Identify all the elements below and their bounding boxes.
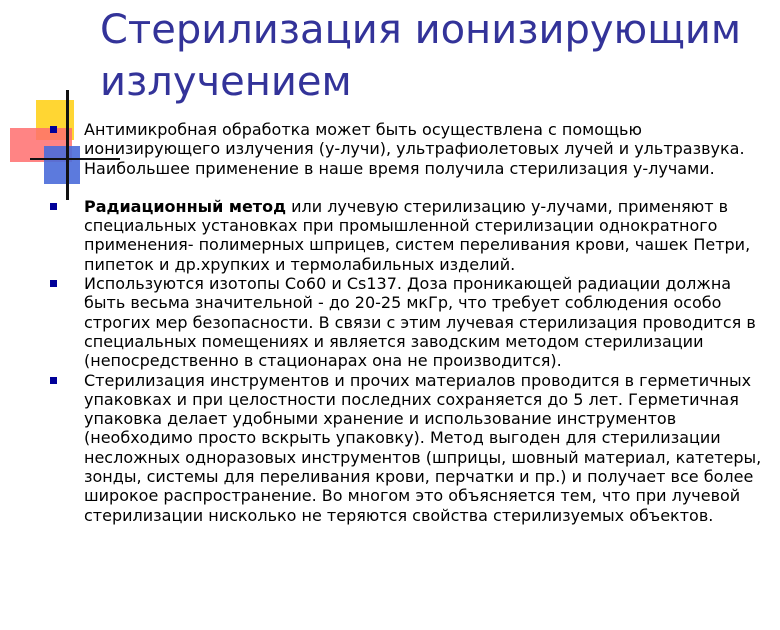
bullet-square-icon: [50, 126, 57, 133]
bullet-text: Используются изотопы Со60 и Cs137. Доза проникающей радиации должна быть весьма значительной - до 20-25 мкГр, что требует соблюдения особо строгих мер безопасности. В связи с этим лучевая стерилизация проводится в специальных помещениях и является заводским методом стерилизации (непосредственно в стационарах она не производится).: [84, 274, 756, 371]
bullet-item: [50, 371, 770, 525]
bullet-square-icon: [50, 280, 57, 287]
bullet-item: [50, 197, 770, 274]
bullet-item: [50, 274, 770, 370]
bullet-bold-lead: Радиационный метод: [84, 196, 286, 216]
bullet-text: или лучевую стерилизацию у-лучами, применяют в специальных установках при промышленной стерилизации однократного применения- полимерных шприцев, систем переливания крови, чашек Петри, пипеток и др.хрупких и термолабильных изделий.: [84, 196, 751, 274]
bullet-text: Стерилизация инструментов и прочих материалов проводится в герметичных упаковках и при целостности последних сохраняется до 5 лет. Герметичная упаковка делает удобными хранение и использование инструментов (необходимо просто вскрыть упаковку). Метод выгоден для стерилизации несложных одноразовых инструментов (шприцы, шовный материал, катетеры, зонды, системы для переливания крови, перчатки и пр.) и получает все более широкое распространение. Во многом это объясняется тем, что при лучевой стерилизации нисколько не теряются свойства стерилизуемых объектов.: [84, 370, 762, 525]
bullet-text: Антимикробная обработка может быть осуществлена с помощью ионизирующего излучения (у-лучи), ультрафиолетовых лучей и ультразвука. Наибольшее применение в наше время получила стерилизация у-лучами.: [84, 120, 745, 178]
bullet-list: [50, 120, 770, 525]
bullet-item: [50, 120, 770, 178]
bullet-square-icon: [50, 377, 57, 384]
slide-title: Стерилизация ионизирующим излучением: [100, 7, 742, 105]
bullet-square-icon: [50, 203, 57, 210]
